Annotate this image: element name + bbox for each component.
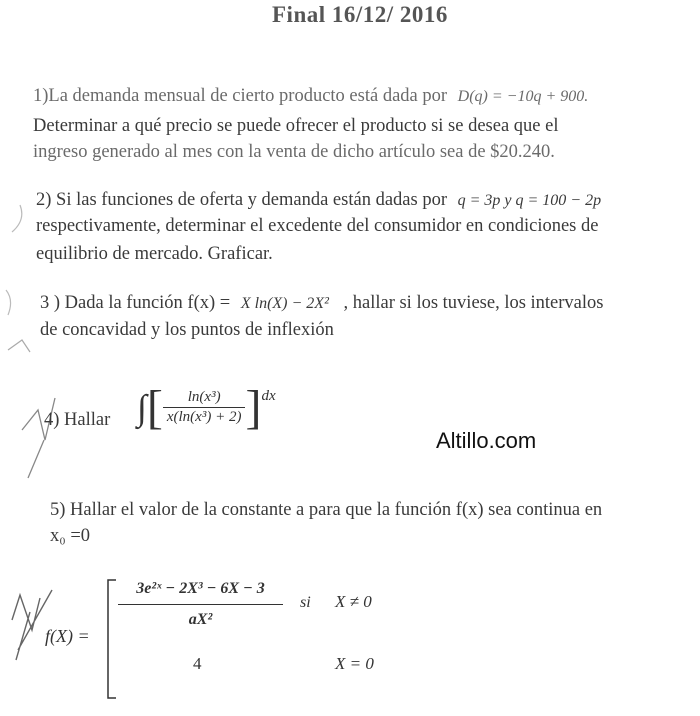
q4-numerator: ln(x³) [163, 389, 246, 408]
q5-case1-fraction [118, 580, 283, 629]
q3-rest: , hallar si los tuviese, los intervalos [343, 293, 604, 313]
q5-case1-numerator: 3e²ˣ − 2X³ − 6X − 3 [118, 580, 283, 605]
q3-line2: de concavidad y los puntos de inflexión [40, 320, 334, 340]
q1-text: 1)La demanda mensual de cierto producto está dada por [33, 86, 448, 106]
q1-line3: ingreso generado al mes con la venta de dicho artículo sea de $20.240. [33, 142, 555, 162]
page-title: Final 16/12/ 2016 [272, 2, 448, 27]
q5-si: si [300, 594, 311, 611]
q5-case1-denominator: aX² [188, 611, 213, 628]
q2-line3: equilibrio de mercado. Graficar. [36, 244, 273, 264]
q5-case2-condition: X = 0 [335, 654, 374, 673]
q4-fraction [163, 389, 246, 426]
q5-line1: 5) Hallar el valor de la constante a para que la función f(x) sea continua en [50, 500, 603, 520]
q5-fx-label: f(X) = [45, 626, 90, 646]
pen-check-mark-q3 [8, 340, 30, 352]
q2-line2: respectivamente, determinar el excedente del consumidor en condiciones de [36, 216, 599, 236]
q4-denominator: x(ln(x³) + 2) [166, 409, 242, 425]
q3-formula: X ln(X) − 2X² [240, 295, 329, 312]
q5-line2: x₀ =0 [50, 526, 91, 546]
q4-dx: dx [261, 388, 276, 404]
q2-line1 [36, 190, 601, 211]
q5-case1 [118, 580, 283, 629]
piecewise-brace [104, 578, 118, 700]
pen-check-mark-q5 [12, 590, 52, 660]
q3-text: 3 ) Dada la función f(x) = [40, 293, 231, 313]
q4-label: 4) Hallar [44, 410, 111, 430]
q1-formula: D(q) = −10q + 900. [457, 88, 589, 105]
q5-case1-condition: X ≠ 0 [335, 592, 372, 611]
pen-mark-left-margin [6, 205, 22, 315]
q1-line1 [33, 86, 588, 107]
q2-formula: q = 3p y q = 100 − 2p [457, 192, 602, 209]
watermark-logo: Altillo.com [436, 428, 537, 453]
q5-case2-value: 4 [193, 654, 202, 673]
q3-line1 [40, 293, 604, 314]
q4-integral [137, 380, 276, 435]
right-bracket: ] [245, 381, 262, 434]
q2-text: 2) Si las funciones de oferta y demanda están dadas por [36, 190, 447, 210]
left-bracket: [ [146, 381, 163, 434]
q1-line2: Determinar a qué precio se puede ofrecer el producto si se desea que el [33, 116, 559, 136]
integral-sign: ∫ [137, 387, 147, 428]
